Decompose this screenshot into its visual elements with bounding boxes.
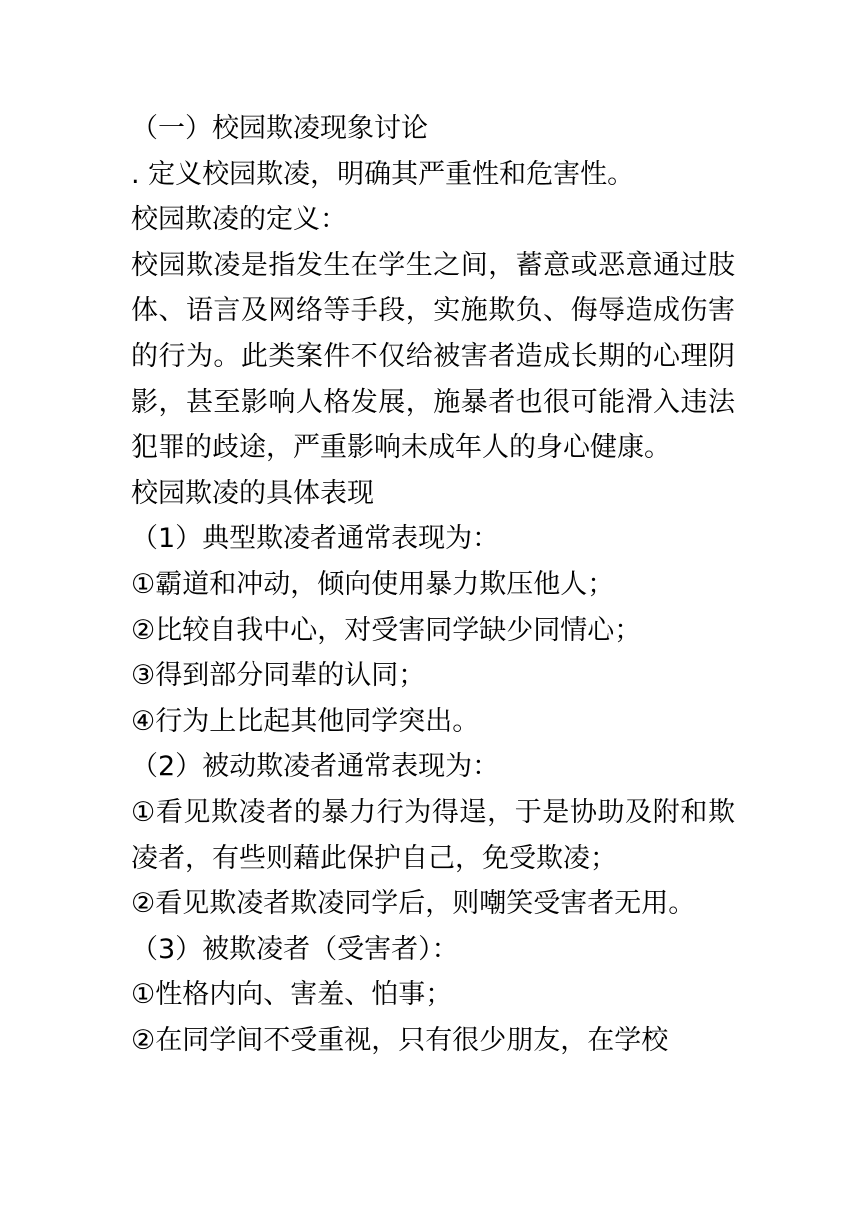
group2-item: ①看见欺凌者的暴力行为得逞，于是协助及附和欺凌者，有些则藉此保护自己，免受欺凌； xyxy=(131,796,735,874)
group1-heading: （1）典型欺凌者通常表现为： xyxy=(131,523,500,555)
group3-item: ②在同学间不受重视，只有很少朋友，在学校 xyxy=(131,1024,669,1056)
group2-heading: （2）被动欺凌者通常表现为： xyxy=(131,751,500,783)
definition-paragraph: 校园欺凌是指发生在学生之间，蓄意或恶意通过肢体、语言及网络等手段，实施欺负、侮辱造成伤害的行为。此类案件不仅给被害者造成长期的心理阴影，甚至影响人格发展，施暴者也很可能滑入违法犯罪的歧途，严重影响未成年人的身心健康。 xyxy=(131,249,735,464)
group3-heading: （3）被欺凌者（受害者）： xyxy=(131,933,459,965)
manifestations-heading: 校园欺凌的具体表现 xyxy=(131,477,374,509)
group1-item: ①霸道和冲动，倾向使用暴力欺压他人； xyxy=(131,568,615,600)
document-body xyxy=(131,106,735,1063)
intro-line: . 定义校园欺凌，明确其严重性和危害性。 xyxy=(131,158,635,190)
group3-item: ①性格内向、害羞、怕事； xyxy=(131,979,453,1011)
definition-heading: 校园欺凌的定义： xyxy=(131,204,347,236)
section-heading: （一）校园欺凌现象讨论 xyxy=(131,113,428,144)
group2-item: ②看见欺凌者欺凌同学后，则嘲笑受害者无用。 xyxy=(131,888,696,920)
group1-item: ④行为上比起其他同学突出。 xyxy=(131,705,480,737)
group1-item: ②比较自我中心，对受害同学缺少同情心； xyxy=(131,614,642,646)
group1-item: ③得到部分同辈的认同； xyxy=(131,660,426,692)
